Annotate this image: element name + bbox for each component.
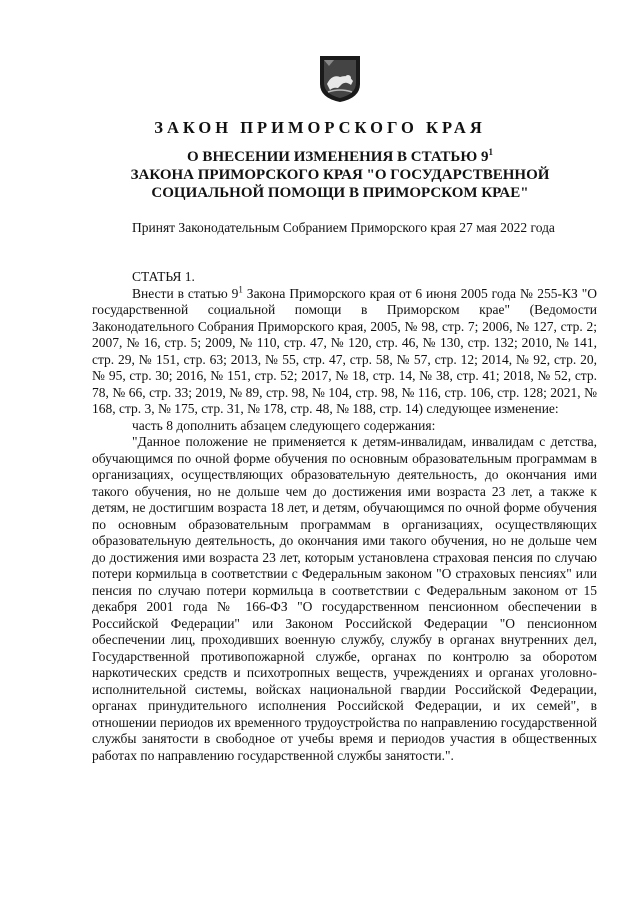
intro-superscript: 1 [238,284,243,294]
amendment-quote: "Данное положение не применяется к детям-инвалидам, инвалидам с детства, обучающимся по очной форме обучения по основным образовательным программам в организациях, осуществляющих образовательную деятельность, до окончания ими такого обучения, но не дольше чем до достижения ими возраста 23 лет, а также к детям, не достигшим возраста 18 лет, и детям, обучающимся по очной форме обучения по основным образовательным программам в организациях, осуществляющих образовательную деятельность, до окончания ими такого обучения, но не дольше чем до достижения ими возраста 23 лет, которым установлена страховая пенсия по случаю потери кормильца в соответствии с Федеральным законом "О страховых пенсиях" или пенсия по случаю потери кормильца в соответствии с Федеральным законом от 15 декабря 2001 года № 166-ФЗ "О государственном пенсионном обеспечении в Российской Федерации" или Законом Российской Федерации "О пенсионном обеспечении лиц, проходивших военную службу, службу в органах внутренних дел, Государственной противопожарной службе, органах по контролю за оборотом наркотических средств и психотропных веществ, учреждениях и органах уголовно-исполнительной системы, войсках национальной гвардии Российской Федерации, органах принудительного исполнения Российской Федерации, и их семей", в отношении периодов их временного трудоустройства по направлению государственной службы занятости в свободное от учебы время и периодов участия в общественных работах по направлению государственной службы занятости.". [92,434,597,763]
article-1 [92,269,597,764]
subtitle-line-1: О ВНЕСЕНИИ ИЗМЕНЕНИЯ В СТАТЬЮ 9 [187,149,489,165]
article-intro [92,286,597,418]
coat-of-arms-icon [318,54,362,104]
article-title: СТАТЬЯ 1. [132,269,195,284]
law-title: ЗАКОН ПРИМОРСКОГО КРАЯ [154,118,486,137]
intro-start: Внести в статью 9 [132,285,239,301]
subtitle-superscript: 1 [488,147,493,157]
adoption-statement: Принят Законодательным Собранием Приморского края 27 мая 2022 года [132,220,555,235]
intro-rest: Закона Приморского края от 6 июня 2005 года № 255-КЗ "О государственной социальной помощи в Приморском крае" (Ведомости Законодательного Собрания Приморского края, 2005, № 98, стр. 7; 2006, № 127, стр. 2; 2007, № 16, стр. 5; 2009, № 110, стр. 47, № 120, стр. 46, № 130, стр. 132; 2010, № 141, стр. 29, № 151, стр. 63; 2013, № 55, стр. 47, стр. 58, № 57, стр. 12; 2014, № 92, стр. 20, № 95, стр. 30; 2016, № 151, стр. 52; 2017, № 18, стр. 14, № 38, стр. 41; 2018, № 52, стр. 78, № 66, стр. 33; 2019, № 89, стр. 98, № 104, стр. 98, № 116, стр. 106, стр. 128; 2021, № 168, стр. 3, № 175, стр. 31, № 178, стр. 48, № 188, стр. 14) следующее изменение: [92,285,597,416]
subtitle-line-2: ЗАКОНА ПРИМОРСКОГО КРАЯ "О ГОСУДАРСТВЕННОЙ [130,167,550,183]
part-8-instruction: часть 8 дополнить абзацем следующего содержания: [132,417,436,433]
subtitle-line-3: СОЦИАЛЬНОЙ ПОМОЩИ В ПРИМОРСКОМ КРАЕ" [151,185,529,201]
law-subtitle [80,148,600,202]
